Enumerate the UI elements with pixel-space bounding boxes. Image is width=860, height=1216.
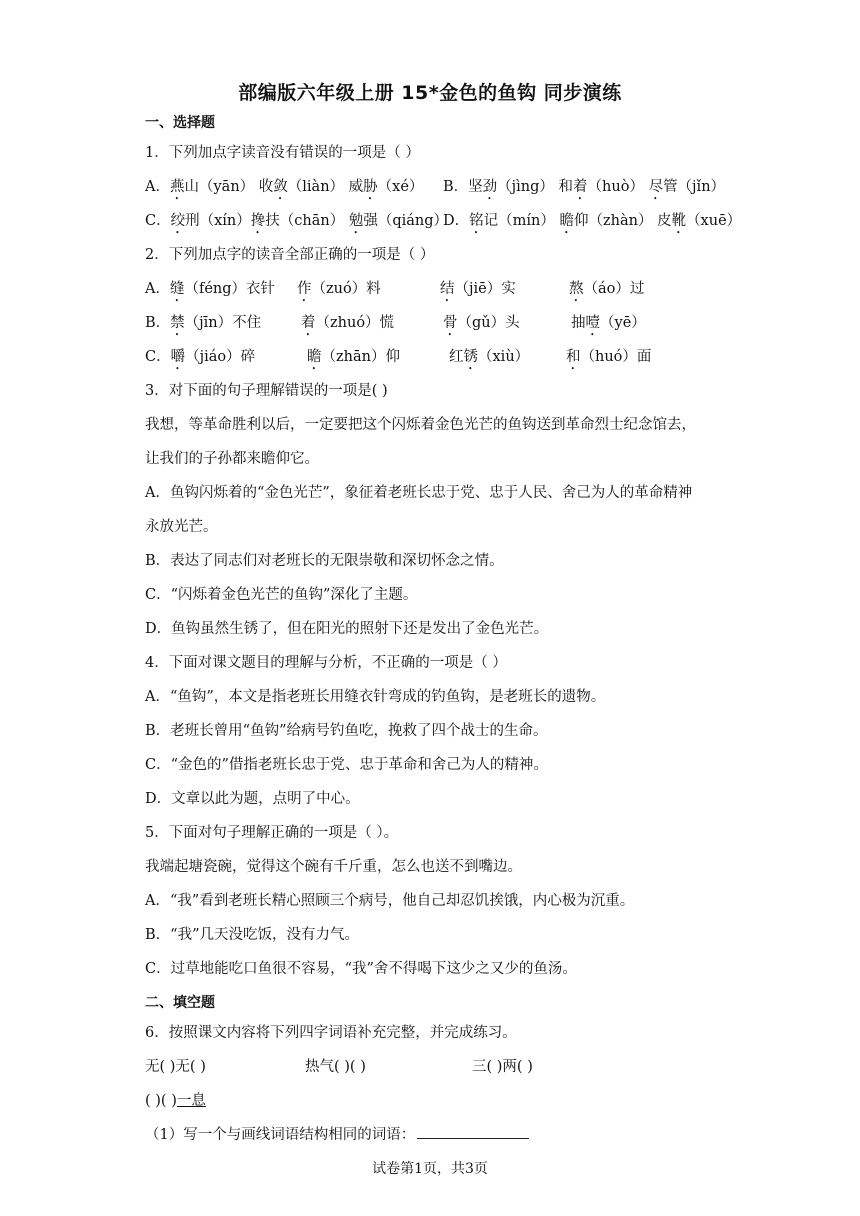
option-b (443, 170, 725, 204)
dotted-char: 勉 (348, 213, 364, 229)
option-text: （huò） (587, 179, 649, 195)
dotted-char: 铭 (469, 213, 484, 229)
word-blank-1[interactable]: 无( )无( ) (145, 1059, 206, 1075)
option-text: （xé） (377, 179, 424, 195)
question-1-options-cd (145, 204, 742, 238)
option-label: A． (145, 179, 170, 195)
option-label: C． (145, 213, 171, 229)
question-2-option-b (145, 306, 725, 340)
dotted-char: 敛 (273, 179, 288, 195)
question-5-option-b: B．“我”几天没吃饭，没有力气。 (145, 927, 359, 943)
option-text: 记（mín） (483, 213, 560, 229)
question-5-option-a: A．“我”看到老班长精心照顾三个病号，他自己却忍饥挨饿，内心极为沉重。 (145, 893, 635, 909)
option-text: （jiáo）碎 (185, 349, 256, 365)
option-label: D． (443, 213, 470, 229)
dotted-char: 搀 (250, 213, 266, 229)
word-2 (297, 272, 381, 306)
dotted-char: 缝 (169, 281, 185, 297)
option-text: （áo）过 (583, 281, 645, 297)
page-title: 部编版六年级上册 15*金色的鱼钩 同步演练 (238, 82, 622, 104)
word-4 (569, 272, 644, 306)
question-4-option-a: A．“鱼钩”，本文是指老班长用缝衣针弯成的钓鱼钩，是老班长的遗物。 (145, 689, 606, 705)
question-2-stem: 2．下列加点字的读音全部正确的一项是（ ） (145, 247, 435, 263)
answer-blank[interactable] (417, 1124, 529, 1139)
exam-content (145, 110, 742, 1152)
option-text: （féng）衣针 (184, 281, 276, 297)
word-3 (443, 306, 520, 340)
option-text: 强（qiáng） (363, 213, 449, 229)
option-text: （xuē） (686, 213, 742, 229)
question-3-quote-line2: 让我们的子孙都来瞻仰它。 (145, 451, 319, 467)
question-5-option-c: C．过草地能吃口鱼很不容易，“我”舍不得喝下这少之又少的鱼汤。 (145, 961, 577, 977)
word-2 (301, 306, 394, 340)
word-blank-2[interactable]: 热气( )( ) (305, 1059, 366, 1075)
dotted-char: 靴 (671, 213, 687, 229)
dotted-char: 着 (301, 315, 316, 331)
dotted-char: 结 (440, 281, 455, 297)
question-6-subquestion-1 (145, 1118, 725, 1152)
question-5-quote: 我端起塘瓷碗，觉得这个碗有千斤重，怎么也送不到嘴边。 (145, 859, 522, 875)
word-3 (440, 272, 516, 306)
option-label: A． (145, 281, 170, 297)
question-3-option-b: B．表达了同志们对老班长的无限崇敬和深切怀念之情。 (145, 553, 504, 569)
option-text: 管（jǐn） (663, 179, 726, 195)
dotted-char: 作 (297, 281, 312, 297)
word-blank-3[interactable]: 三( )两( ) (472, 1059, 533, 1075)
word-blank-4[interactable]: ( )( ) (145, 1093, 177, 1109)
dotted-char: 瞻 (559, 213, 574, 229)
dotted-char: 绞 (170, 213, 186, 229)
dotted-char: 尽 (648, 179, 664, 195)
word-2 (307, 340, 400, 374)
section-heading-fill: 二、填空题 (145, 995, 215, 1011)
word-4 (571, 306, 646, 340)
question-4-option-c: C．“金色的”借指老班长忠于党、忠于革命和舍己为人的精神。 (145, 757, 548, 773)
question-1-options-ab (145, 170, 725, 204)
option-text: （zhān）仰 (321, 349, 400, 365)
option-d (443, 204, 741, 238)
question-6-words-row2 (145, 1084, 725, 1118)
option-text: （zhuó）慌 (315, 315, 395, 331)
dotted-char: 骨 (443, 315, 458, 331)
question-3-option-d: D．鱼钩虽然生锈了，但在阳光的照射下还是发出了金色光芒。 (145, 621, 549, 637)
dotted-char: 和 (566, 349, 581, 365)
question-3-stem: 3．对下面的句子理解错误的一项是( ) (145, 383, 388, 399)
dotted-char: 瞻 (307, 349, 322, 365)
option-text: （huó）面 (580, 349, 652, 365)
option-text: 抽 (571, 315, 586, 331)
section-heading-choice: 一、选择题 (145, 115, 215, 131)
word-3 (449, 340, 529, 374)
question-3-option-a: A．鱼钩闪烁着的“金色光芒”，象征着老班长忠于党、忠于人民、舍己为人的革命精神 (145, 485, 693, 501)
option-text: （jiē）实 (454, 281, 516, 297)
word-4 (566, 340, 651, 374)
question-1-stem: 1．下列加点字读音没有错误的一项是（ ） (145, 145, 420, 161)
question-4-stem: 4．下面对课文题目的理解与分析，不正确的一项是（ ） (145, 655, 507, 671)
option-text: 刑（xín） (185, 213, 251, 229)
page-footer: 试卷第1页，共3页 (372, 1161, 488, 1177)
question-5-stem: 5．下面对句子理解正确的一项是（ ）。 (145, 825, 399, 841)
question-6-stem: 6．按照课文内容将下列四字词语补充完整，并完成练习。 (145, 1025, 517, 1041)
option-text: （yē） (600, 315, 646, 331)
question-4-option-d: D．文章以此为题，点明了中心。 (145, 791, 360, 807)
dotted-char: 嚼 (170, 349, 186, 365)
option-text: （jīn）不住 (184, 315, 262, 331)
dotted-char: 熬 (569, 281, 584, 297)
dotted-char: 噎 (585, 315, 600, 331)
dotted-char: 着 (573, 179, 588, 195)
option-text: B．坚 (443, 179, 483, 195)
option-text: （gǔ）头 (457, 315, 520, 331)
option-text: （liàn） 威 (287, 179, 364, 195)
option-text: 扶（chān） (265, 213, 349, 229)
question-3-option-c: C．“闪烁着金色光芒的鱼钩”深化了主题。 (145, 587, 418, 603)
question-3-option-a-cont: 永放光芒。 (145, 519, 218, 535)
dotted-char: 禁 (170, 315, 185, 331)
option-label: C． (145, 349, 171, 365)
dotted-char: 锈 (463, 349, 478, 365)
dotted-char: 劲 (482, 179, 498, 195)
option-text: 红 (449, 349, 464, 365)
option-text: （xiù） (478, 349, 530, 365)
question-3-quote-line1: 我想，等革命胜利以后，一定要把这个闪烁着金色光芒的鱼钩送到革命烈士纪念馆去， (145, 417, 696, 433)
question-2-option-a (145, 272, 725, 306)
dotted-char: 胁 (363, 179, 378, 195)
dotted-char: 燕 (169, 179, 185, 195)
question-2-option-c (145, 340, 725, 374)
question-6-words-row1 (145, 1050, 725, 1084)
option-text: 仰（zhàn） 皮 (573, 213, 672, 229)
option-label: B． (145, 315, 171, 331)
option-text: 山（yān） 收 (184, 179, 274, 195)
option-text: （jìng） 和 (497, 179, 574, 195)
option-text: （zuó）料 (311, 281, 381, 297)
question-4-option-b: B．老班长曾用“鱼钩”给病号钓鱼吃，挽救了四个战士的生命。 (145, 723, 548, 739)
subquestion-text: （1）写一个与画线词语结构相同的词语： (145, 1127, 416, 1143)
underlined-word: 一息 (176, 1093, 206, 1109)
